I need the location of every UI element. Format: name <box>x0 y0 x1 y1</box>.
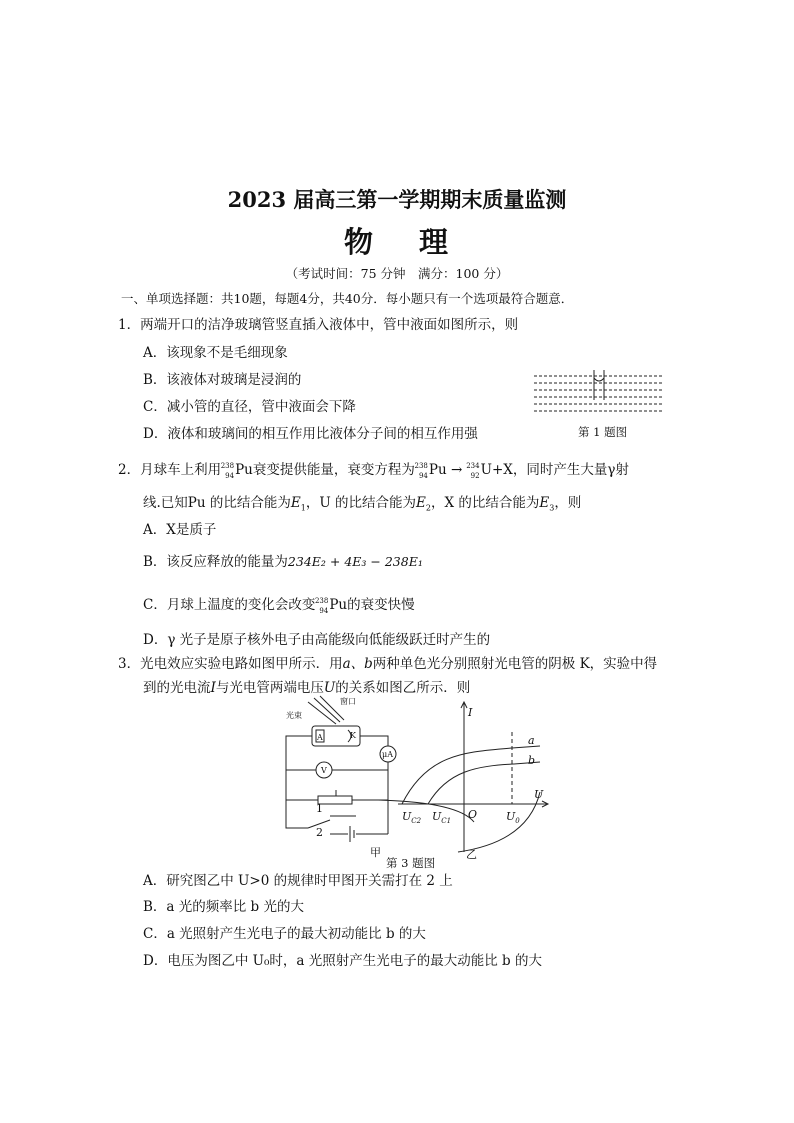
microammeter-label: μA <box>382 750 393 759</box>
pu-symbol-eq: Pu <box>428 462 447 478</box>
q2-stem-line1 <box>118 459 629 481</box>
fig-jia-label: 甲 <box>370 846 381 859</box>
window-label: 窗口 <box>340 697 356 706</box>
q2-option-a: A．X是质子 <box>143 522 217 538</box>
q3-option-c: C．a 光照射产生光电子的最大初动能比 b 的大 <box>143 926 426 942</box>
q3-option-b: B．a 光的频率比 b 光的大 <box>143 899 304 915</box>
q1-stem: 1．两端开口的洁净玻璃管竖直插入液体中，管中液面如图所示，则 <box>118 317 519 333</box>
q2-stem-part3: ，同时产生大量γ射 <box>512 462 629 478</box>
q1-caption: 第 1 题图 <box>578 425 628 439</box>
pu-symbol: Pu <box>235 462 253 478</box>
wire-switch <box>286 800 308 828</box>
eq-tail: +X <box>491 462 513 478</box>
q3-option-a: A．研究图乙中 U>0 的规律时甲图开关需打在 2 上 <box>143 873 453 889</box>
switch-1-label: 1 <box>316 802 323 815</box>
uc1-label: $U_{C1}$ <box>432 810 452 825</box>
subject-title <box>0 220 794 261</box>
curve-b <box>428 762 540 804</box>
q1-figure <box>532 370 666 416</box>
q3-stem-line1: 3．光电效应实验电路如图甲所示．用a、b两种单色光分别照射光电管的阴极 K，实验中得 <box>118 656 658 672</box>
q1-option-d: D．液体和玻璃间的相互作用比液体分子间的相互作用强 <box>143 426 478 442</box>
anode-label: A <box>317 733 323 742</box>
q2-option-c: C．月球上温度的变化会改变 238 94 Pu的衰变快慢 <box>143 596 415 615</box>
nuclide-u: 234 92 <box>466 461 480 480</box>
u-axis-label: U <box>534 788 544 801</box>
nuclide-pu-eq: 238 94 <box>414 461 428 480</box>
voltmeter-label: V <box>321 766 327 775</box>
exam-info: （考试时间：75 分钟 满分：100 分） <box>285 266 509 281</box>
arc-2 <box>458 792 540 852</box>
q3-figure <box>278 692 568 864</box>
q2-option-b: B．该反应释放的能量为234E₂ + 4E₃ − 238E₁ <box>143 554 423 570</box>
rheostat <box>318 796 352 804</box>
curve-b-label: b <box>528 754 536 767</box>
u0-label: $U_0$ <box>506 810 520 825</box>
q2-b-expression: 234E₂ + 4E₃ − 238E₁ <box>287 554 423 569</box>
nuclide-pu-c: 238 94 <box>314 596 329 615</box>
u-symbol: U <box>480 462 492 478</box>
uc2-label: $U_{C2}$ <box>402 810 422 825</box>
cathode-label: K <box>350 731 356 740</box>
nuclide-pu: 238 94 <box>220 461 235 480</box>
light-label: 光束 <box>286 711 302 720</box>
q2-stem-part2: 衰变提供能量，衰变方程为 <box>252 462 415 478</box>
q3-option-d: D．电压为图乙中 U₀时，a 光照射产生光电子的最大动能比 b 的大 <box>143 953 542 969</box>
origin-label: O <box>468 808 478 821</box>
q1-option-c: C．减小管的直径，管中液面会下降 <box>143 399 356 415</box>
q2-stem-part1: 2．月球车上利用 <box>118 462 222 478</box>
arrow-symbol: → <box>446 462 467 478</box>
q2-stem-line2: 线.已知Pu 的比结合能为$E_1$，U 的比结合能为$E_2$，X 的比结合能为$E_3$，则 <box>143 495 582 513</box>
subject-char-2: 理 <box>419 225 451 259</box>
section-heading: 一、单项选择题：共10题，每题4分，共40分．每小题只有一个选项最符合题意． <box>121 291 574 306</box>
q1-tube <box>594 370 604 400</box>
wire-right-top <box>360 736 388 746</box>
q2-option-d: D．γ 光子是原子核外电子由高能级向低能级跃迁时产生的 <box>143 632 491 648</box>
exam-title: 2023 届高三第一学期期末质量监测 <box>227 187 567 212</box>
q1-option-a: A．该现象不是毛细现象 <box>143 345 288 361</box>
curve-a <box>402 746 540 804</box>
q3-caption: 第 3 题图 <box>386 856 436 870</box>
q1-option-b: B．该液体对玻璃是浸润的 <box>143 372 302 388</box>
curve-a-label: a <box>528 734 535 747</box>
arc-1 <box>378 800 474 822</box>
q3-stem-line2: 到的光电流I与光电管两端电压U的关系如图乙所示．则 <box>143 680 471 696</box>
subject-char-1: 物 <box>343 225 375 259</box>
fig-yi-label: 乙 <box>466 848 477 861</box>
switch-2-label: 2 <box>316 826 323 839</box>
i-axis-label: I <box>468 706 473 719</box>
